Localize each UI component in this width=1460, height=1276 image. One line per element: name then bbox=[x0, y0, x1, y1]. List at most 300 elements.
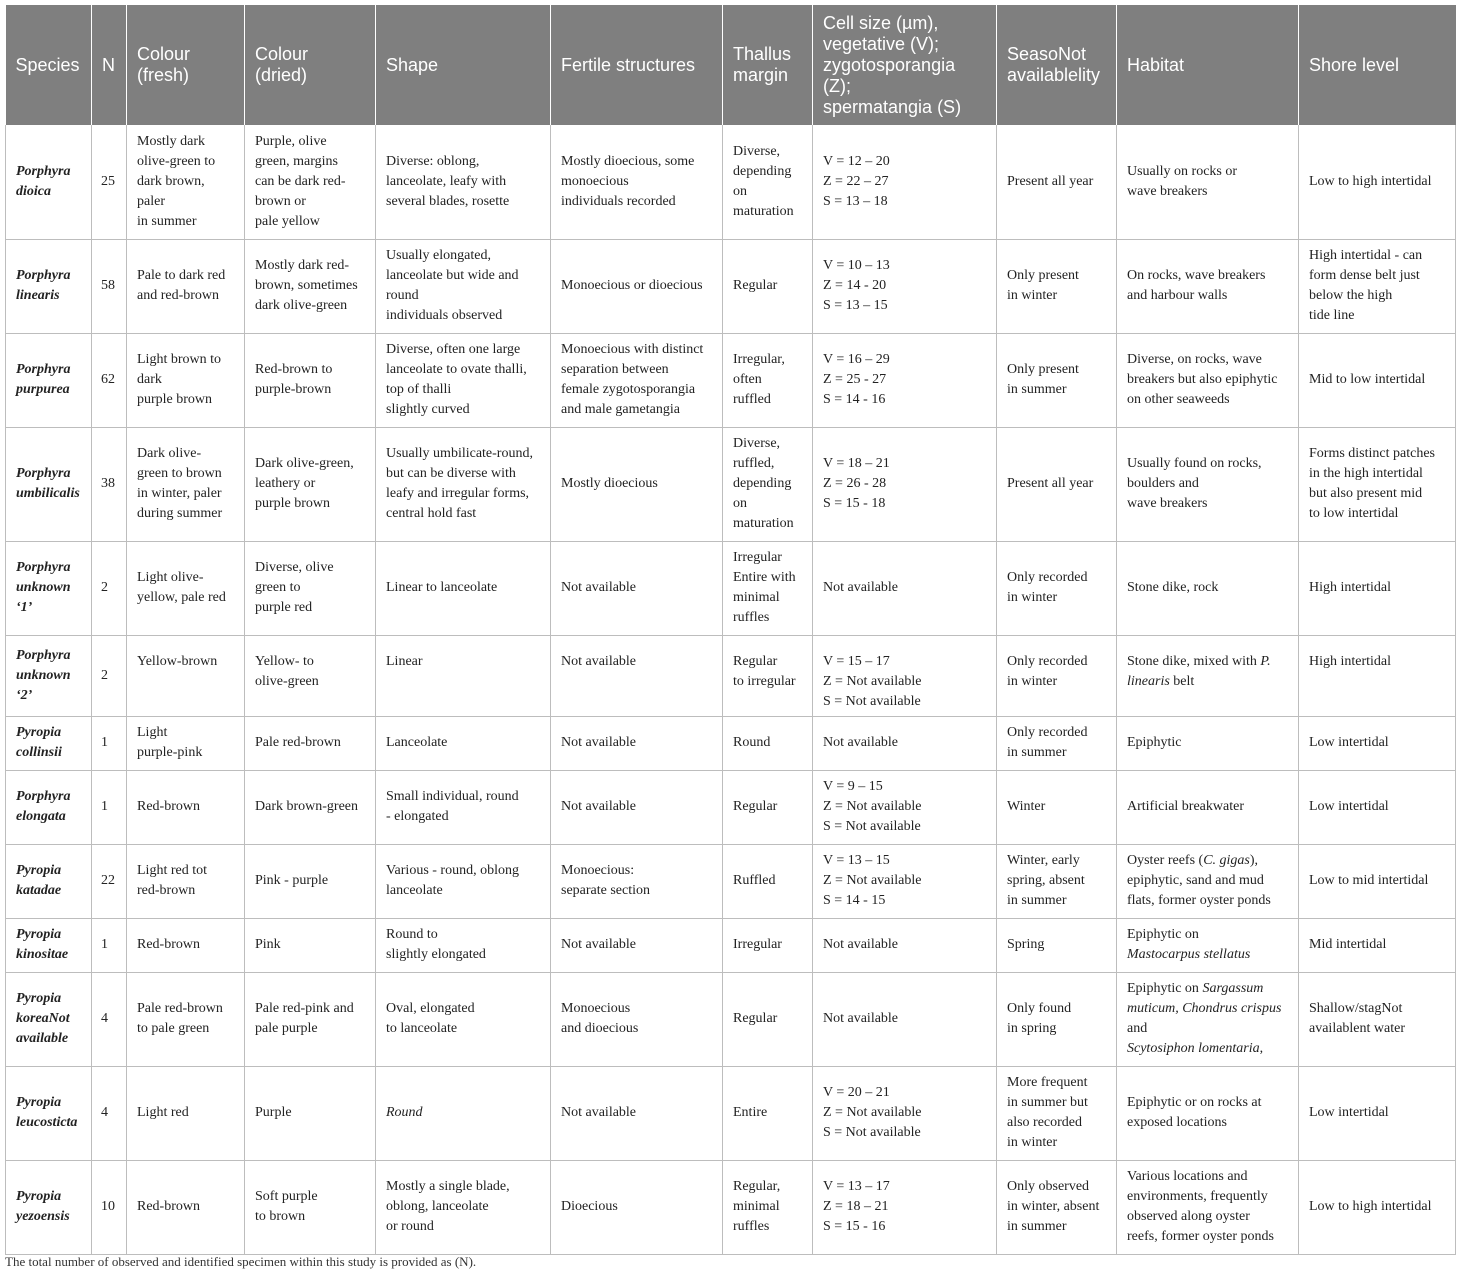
cell-line: Not available bbox=[823, 735, 899, 750]
cell-line: on bbox=[733, 496, 747, 511]
cell-line: yellow, pale red bbox=[137, 590, 226, 605]
cell-line: Round bbox=[386, 1105, 423, 1120]
cell-line: Usually elongated, bbox=[386, 248, 491, 263]
table-row bbox=[6, 125, 1456, 239]
habitat-cell bbox=[1117, 716, 1299, 770]
text-segment: and bbox=[1127, 1021, 1148, 1036]
cell-line: Z = 26 - 28 bbox=[823, 476, 887, 491]
cell-line: maturation bbox=[733, 516, 794, 531]
text-segment: Stone dike, mixed with bbox=[1127, 653, 1261, 669]
text-segment: Usually on rocks or bbox=[1127, 163, 1238, 179]
header-line: availablelity bbox=[1007, 65, 1101, 85]
cell-line: Light red tot bbox=[137, 863, 207, 878]
cell-line: ruffles bbox=[733, 1219, 770, 1234]
cell-line bbox=[1127, 266, 1290, 286]
cell-line bbox=[1127, 1207, 1290, 1227]
habitat-cell bbox=[1117, 125, 1299, 239]
cell-line: also recorded bbox=[1007, 1115, 1083, 1130]
cell-line: Dark olive-green, bbox=[255, 456, 354, 471]
cell-line bbox=[1127, 390, 1290, 410]
cell-line: in winter bbox=[1007, 590, 1058, 605]
cell-line: Ruffled bbox=[733, 873, 776, 888]
header-line: Species bbox=[15, 54, 80, 75]
cell-line bbox=[1127, 797, 1290, 817]
cell-line: Various - round, oblong bbox=[386, 863, 519, 878]
cell-line bbox=[1127, 1113, 1290, 1133]
cell-line: S = Not available bbox=[823, 1125, 921, 1140]
column-header-habitat bbox=[1117, 5, 1299, 125]
cell-line: Monoecious or dioecious bbox=[561, 278, 703, 293]
cell-line: Purple, olive bbox=[255, 133, 327, 149]
table-container bbox=[5, 5, 1455, 1255]
cell-line: separation between bbox=[561, 362, 669, 377]
habitat-cell bbox=[1117, 844, 1299, 918]
cell-line: Only observed bbox=[1007, 1179, 1090, 1194]
cell-line: to irregular bbox=[733, 673, 796, 689]
fertile-structures-cell bbox=[551, 635, 723, 716]
table-row bbox=[6, 716, 1456, 770]
species-cell bbox=[6, 333, 92, 427]
cell-line: in winter bbox=[1007, 288, 1058, 303]
cell-line bbox=[1127, 851, 1290, 871]
cell-line: Low intertidal bbox=[1309, 1105, 1389, 1120]
colour-dried-cell bbox=[245, 239, 376, 333]
cell-line: Round bbox=[733, 735, 771, 750]
cell-line: depending bbox=[733, 476, 792, 491]
cell-line: Red-brown bbox=[137, 937, 200, 952]
shape-cell bbox=[376, 333, 551, 427]
count-cell: 62 bbox=[92, 333, 127, 427]
shore-level-cell bbox=[1299, 125, 1456, 239]
cell-line bbox=[1127, 1039, 1290, 1059]
cell-line: V = 15 – 17 bbox=[823, 653, 890, 669]
text-segment: breakers but also epiphytic bbox=[1127, 372, 1278, 387]
count-cell: 1 bbox=[92, 716, 127, 770]
cell-line: Winter, early bbox=[1007, 853, 1080, 868]
colour-fresh-cell bbox=[127, 635, 245, 716]
cell-line: Not available bbox=[823, 580, 899, 595]
cell-line: Lanceolate bbox=[386, 735, 448, 750]
colour-dried-cell bbox=[245, 918, 376, 972]
cell-line: Spring bbox=[1007, 937, 1045, 952]
count-cell: 4 bbox=[92, 972, 127, 1066]
cell-line: V = 16 – 29 bbox=[823, 352, 890, 367]
text-segment: wave breakers bbox=[1127, 183, 1208, 199]
cell-line: unknown bbox=[16, 667, 71, 683]
thallus-margin-cell bbox=[723, 844, 813, 918]
table-footnote: The total number of observed and identified specimen within this study is provided as (N). bbox=[5, 1254, 477, 1269]
colour-fresh-cell bbox=[127, 770, 245, 844]
table-row bbox=[6, 635, 1456, 716]
season-cell bbox=[997, 427, 1117, 541]
cell-size-cell bbox=[813, 635, 997, 716]
fertile-structures-cell bbox=[551, 1160, 723, 1254]
cell-size-cell bbox=[813, 972, 997, 1066]
text-segment: Stone dike, rock bbox=[1127, 580, 1219, 595]
cell-size-cell bbox=[813, 1066, 997, 1160]
cell-line: in summer bbox=[1007, 382, 1067, 397]
column-header-colour-fresh bbox=[127, 5, 245, 125]
cell-line: green, margins bbox=[255, 153, 338, 169]
text-segment: epiphytic, sand and mud bbox=[1127, 873, 1264, 888]
shore-level-cell bbox=[1299, 1066, 1456, 1160]
cell-line: Pale red-pink and bbox=[255, 1001, 354, 1016]
header-line: Habitat bbox=[1127, 54, 1185, 75]
cell-line: Porphyra bbox=[16, 647, 71, 663]
cell-line: High intertidal bbox=[1309, 580, 1392, 595]
cell-line: Pyropia bbox=[16, 991, 62, 1006]
cell-line: availablent water bbox=[1309, 1021, 1406, 1036]
cell-line: ruffled, bbox=[733, 456, 775, 471]
cell-line: on bbox=[733, 183, 747, 199]
cell-line: V = 13 – 17 bbox=[823, 1179, 890, 1194]
cell-line: Pink - purple bbox=[255, 873, 329, 888]
header-line: vegetative (V); bbox=[823, 33, 940, 54]
cell-line bbox=[1127, 286, 1290, 306]
cell-line bbox=[1127, 925, 1290, 945]
colour-fresh-cell bbox=[127, 716, 245, 770]
cell-line: Z = 18 – 21 bbox=[823, 1199, 889, 1214]
cell-line: S = 15 - 18 bbox=[823, 496, 886, 511]
cell-line: S = 14 - 16 bbox=[823, 392, 886, 407]
cell-line: slightly elongated bbox=[386, 947, 486, 962]
habitat-cell bbox=[1117, 972, 1299, 1066]
table-body bbox=[6, 125, 1456, 1254]
cell-line: Regular bbox=[733, 278, 778, 293]
cell-line: green to bbox=[255, 580, 301, 595]
cell-line: slightly curved bbox=[386, 402, 470, 417]
cell-line: Not available bbox=[561, 799, 637, 814]
fertile-structures-cell bbox=[551, 716, 723, 770]
cell-line: Mostly dark bbox=[137, 133, 206, 149]
column-header-season-availability bbox=[997, 5, 1117, 125]
cell-line: ruffled bbox=[733, 392, 771, 407]
cell-line: lanceolate to ovate thalli, bbox=[386, 362, 527, 377]
shore-level-cell bbox=[1299, 427, 1456, 541]
cell-line: in winter bbox=[1007, 1135, 1058, 1150]
cell-line: Mid intertidal bbox=[1309, 937, 1387, 952]
shore-level-cell bbox=[1299, 844, 1456, 918]
cell-line: Not available bbox=[561, 653, 637, 669]
cell-line: yezoensis bbox=[16, 1209, 70, 1224]
cell-line: lanceolate bbox=[386, 883, 443, 898]
column-header-species bbox=[6, 5, 92, 125]
species-cell bbox=[6, 716, 92, 770]
cell-line: Dark olive- bbox=[137, 446, 202, 461]
text-segment: belt bbox=[1169, 673, 1195, 689]
cell-line: Z = 25 - 27 bbox=[823, 372, 887, 387]
table-row bbox=[6, 239, 1456, 333]
header-line: Fertile structures bbox=[561, 54, 696, 75]
cell-line: paler bbox=[137, 193, 165, 209]
cell-line: Regular, bbox=[733, 1179, 781, 1194]
text-segment: observed along oyster bbox=[1127, 1209, 1250, 1224]
cell-line: leafy and irregular forms, bbox=[386, 486, 530, 501]
fertile-structures-cell bbox=[551, 541, 723, 635]
cell-line: Z = Not available bbox=[823, 799, 922, 814]
italic-text: Mastocarpus stellatus bbox=[1127, 947, 1251, 962]
cell-line bbox=[1127, 182, 1290, 202]
cell-line: monoecious bbox=[561, 173, 629, 189]
cell-line: Mid to low intertidal bbox=[1309, 372, 1426, 387]
cell-line: Shallow/stagNot bbox=[1309, 1001, 1403, 1016]
cell-line: Z = Not available bbox=[823, 873, 922, 888]
shape-cell bbox=[376, 844, 551, 918]
table-row bbox=[6, 972, 1456, 1066]
cell-line bbox=[1127, 652, 1290, 672]
cell-line: Regular bbox=[733, 1011, 778, 1026]
cell-size-cell bbox=[813, 427, 997, 541]
text-segment: on other seaweeds bbox=[1127, 392, 1230, 407]
cell-line: Monoecious bbox=[561, 1001, 631, 1016]
text-segment: exposed locations bbox=[1127, 1115, 1227, 1130]
cell-line: unknown bbox=[16, 580, 71, 595]
cell-line: Linear to lanceolate bbox=[386, 580, 498, 595]
cell-line: Only recorded bbox=[1007, 653, 1088, 669]
cell-line: in winter bbox=[1007, 673, 1058, 689]
cell-line bbox=[1127, 1187, 1290, 1207]
colour-dried-cell bbox=[245, 333, 376, 427]
cell-line: S = Not available bbox=[823, 819, 921, 834]
cell-size-cell bbox=[813, 918, 997, 972]
cell-line: purple red bbox=[255, 600, 313, 615]
cell-line: leucosticta bbox=[16, 1115, 78, 1130]
shape-cell bbox=[376, 427, 551, 541]
cell-line: dark brown, bbox=[137, 173, 205, 189]
cell-line: kinositae bbox=[16, 947, 69, 962]
cell-line: Red-brown bbox=[137, 799, 200, 814]
cell-line: central hold fast bbox=[386, 506, 477, 521]
text-segment: wave breakers bbox=[1127, 496, 1208, 511]
cell-line: Light red bbox=[137, 1105, 189, 1120]
text-segment: Epiphytic or on rocks at bbox=[1127, 1095, 1262, 1110]
column-header-colour-dried bbox=[245, 5, 376, 125]
cell-line: dark bbox=[137, 372, 162, 387]
cell-line: Entire with bbox=[733, 570, 796, 585]
species-cell bbox=[6, 972, 92, 1066]
count-cell: 2 bbox=[92, 541, 127, 635]
column-header-shore-level bbox=[1299, 5, 1456, 125]
thallus-margin-cell bbox=[723, 972, 813, 1066]
cell-line: Only present bbox=[1007, 268, 1079, 283]
text-segment: Oyster reefs ( bbox=[1127, 853, 1204, 868]
text-segment: On rocks, wave breakers bbox=[1127, 268, 1266, 283]
header-line: Colour bbox=[255, 44, 309, 64]
colour-fresh-cell bbox=[127, 333, 245, 427]
italic-text: C. gigas bbox=[1203, 853, 1250, 868]
cell-line: Forms distinct patches bbox=[1309, 446, 1435, 461]
cell-line: Porphyra bbox=[16, 268, 71, 283]
fertile-structures-cell bbox=[551, 239, 723, 333]
species-cell bbox=[6, 1160, 92, 1254]
cell-line: several blades, rosette bbox=[386, 193, 510, 209]
cell-line: S = Not available bbox=[823, 693, 921, 709]
cell-line: Mostly dioecious bbox=[561, 476, 658, 491]
shore-level-cell bbox=[1299, 333, 1456, 427]
cell-line: Irregular bbox=[733, 937, 782, 952]
cell-line: Diverse, olive bbox=[255, 560, 334, 575]
cell-line: koreaNot bbox=[16, 1011, 70, 1026]
cell-line: Pyropia bbox=[16, 863, 62, 878]
cell-line: in spring bbox=[1007, 1021, 1057, 1036]
colour-dried-cell bbox=[245, 541, 376, 635]
colour-dried-cell bbox=[245, 635, 376, 716]
cell-line bbox=[1127, 1093, 1290, 1113]
table-row bbox=[6, 1160, 1456, 1254]
header-line: Colour bbox=[137, 44, 191, 64]
column-header-cell-size bbox=[813, 5, 997, 125]
cell-line: in summer bbox=[1007, 745, 1067, 760]
cell-line: during summer bbox=[137, 506, 223, 521]
cell-line: purple brown bbox=[137, 392, 213, 407]
fertile-structures-cell bbox=[551, 770, 723, 844]
cell-size-cell bbox=[813, 1160, 997, 1254]
cell-line: brown or bbox=[255, 193, 306, 209]
fertile-structures-cell bbox=[551, 333, 723, 427]
header-line: (Z); bbox=[823, 75, 851, 96]
cell-line: Not available bbox=[823, 1011, 899, 1026]
header-line: Shape bbox=[386, 54, 439, 75]
table-row bbox=[6, 770, 1456, 844]
habitat-cell bbox=[1117, 1066, 1299, 1160]
cell-line: V = 12 – 20 bbox=[823, 153, 890, 169]
cell-line bbox=[1127, 999, 1290, 1019]
cell-line: olive-green bbox=[255, 673, 319, 689]
cell-line: Present all year bbox=[1007, 476, 1094, 491]
cell-line: Diverse, often one large bbox=[386, 342, 521, 357]
cell-line: Not available bbox=[561, 937, 637, 952]
cell-line bbox=[1127, 454, 1290, 474]
cell-line: green to brown bbox=[137, 466, 222, 481]
cell-line: ‘2’ bbox=[16, 687, 33, 703]
cell-line bbox=[1127, 578, 1290, 598]
italic-text: P. bbox=[1260, 653, 1271, 669]
cell-line: in the high intertidal bbox=[1309, 466, 1423, 481]
count-cell: 2 bbox=[92, 635, 127, 716]
season-cell bbox=[997, 635, 1117, 716]
cell-line: Low to high intertidal bbox=[1309, 173, 1432, 189]
text-segment: Epiphytic on bbox=[1127, 927, 1199, 942]
cell-line: Light bbox=[137, 725, 168, 740]
colour-fresh-cell bbox=[127, 541, 245, 635]
text-segment: environments, frequently bbox=[1127, 1189, 1268, 1204]
cell-line: Z = Not available bbox=[823, 673, 922, 689]
cell-line: below the high bbox=[1309, 288, 1393, 303]
season-cell bbox=[997, 972, 1117, 1066]
cell-line: minimal bbox=[733, 590, 780, 605]
cell-line: Yellow-brown bbox=[137, 653, 218, 669]
table-row bbox=[6, 333, 1456, 427]
header-line: N bbox=[102, 54, 115, 75]
cell-line: V = 18 – 21 bbox=[823, 456, 890, 471]
cell-line: form dense belt just bbox=[1309, 268, 1420, 283]
cell-line: V = 9 – 15 bbox=[823, 779, 883, 794]
season-cell bbox=[997, 239, 1117, 333]
cell-line: Regular bbox=[733, 799, 778, 814]
cell-line: Diverse: oblong, bbox=[386, 153, 480, 169]
text-segment: Usually found on rocks, bbox=[1127, 456, 1262, 471]
header-line: spermatangia (S) bbox=[823, 96, 962, 117]
colour-dried-cell bbox=[245, 972, 376, 1066]
shape-cell bbox=[376, 972, 551, 1066]
cell-line: Porphyra bbox=[16, 560, 71, 575]
text-segment: reefs, former oyster ponds bbox=[1127, 1229, 1274, 1244]
count-cell: 58 bbox=[92, 239, 127, 333]
text-segment: and harbour walls bbox=[1127, 288, 1228, 303]
cell-line bbox=[1127, 1227, 1290, 1247]
table-header-row bbox=[6, 5, 1456, 125]
cell-line: Low to mid intertidal bbox=[1309, 873, 1429, 888]
cell-line bbox=[1127, 733, 1290, 753]
species-cell bbox=[6, 635, 92, 716]
cell-line: Not available bbox=[823, 937, 899, 952]
header-line: Thallus bbox=[733, 44, 792, 64]
colour-dried-cell bbox=[245, 716, 376, 770]
header-line: Cell size (µm), bbox=[823, 12, 939, 33]
season-cell bbox=[997, 770, 1117, 844]
cell-line: ruffles bbox=[733, 610, 770, 625]
habitat-cell bbox=[1117, 239, 1299, 333]
shape-cell bbox=[376, 635, 551, 716]
column-header-thallus-margin bbox=[723, 5, 813, 125]
cell-line: Diverse, bbox=[733, 436, 781, 451]
cell-line: Porphyra bbox=[16, 163, 71, 179]
table-row bbox=[6, 918, 1456, 972]
cell-line: in winter, paler bbox=[137, 486, 222, 501]
count-cell: 38 bbox=[92, 427, 127, 541]
cell-line: Not available bbox=[561, 1105, 637, 1120]
cell-line bbox=[1127, 494, 1290, 514]
shore-level-cell bbox=[1299, 918, 1456, 972]
cell-line: maturation bbox=[733, 203, 794, 219]
habitat-cell bbox=[1117, 541, 1299, 635]
colour-fresh-cell bbox=[127, 972, 245, 1066]
habitat-cell bbox=[1117, 918, 1299, 972]
species-cell bbox=[6, 125, 92, 239]
thallus-margin-cell bbox=[723, 125, 813, 239]
italic-text: Scytosiphon lomentaria bbox=[1127, 1041, 1260, 1056]
shore-level-cell bbox=[1299, 1160, 1456, 1254]
cell-line: Z = 14 - 20 bbox=[823, 278, 887, 293]
cell-line bbox=[1127, 871, 1290, 891]
cell-line: in winter, absent bbox=[1007, 1199, 1100, 1214]
colour-fresh-cell bbox=[127, 1066, 245, 1160]
count-cell: 4 bbox=[92, 1066, 127, 1160]
cell-line: Porphyra bbox=[16, 466, 71, 481]
colour-dried-cell bbox=[245, 1066, 376, 1160]
cell-size-cell bbox=[813, 125, 997, 239]
thallus-margin-cell bbox=[723, 1066, 813, 1160]
fertile-structures-cell bbox=[551, 125, 723, 239]
thallus-margin-cell bbox=[723, 716, 813, 770]
thallus-margin-cell bbox=[723, 333, 813, 427]
cell-line: V = 13 – 15 bbox=[823, 853, 890, 868]
italic-text: Sargassum bbox=[1202, 981, 1264, 996]
species-cell bbox=[6, 1066, 92, 1160]
colour-dried-cell bbox=[245, 125, 376, 239]
shore-level-cell bbox=[1299, 972, 1456, 1066]
fertile-structures-cell bbox=[551, 844, 723, 918]
cell-line: High intertidal bbox=[1309, 653, 1392, 669]
species-table bbox=[5, 5, 1456, 1255]
season-cell bbox=[997, 844, 1117, 918]
colour-fresh-cell bbox=[127, 1160, 245, 1254]
cell-line: Z = Not available bbox=[823, 1105, 922, 1120]
italic-text: muticum, Chondrus crispus bbox=[1127, 1001, 1282, 1016]
text-segment: Diverse, on rocks, wave bbox=[1127, 352, 1262, 367]
colour-dried-cell bbox=[245, 427, 376, 541]
text-segment: Epiphytic bbox=[1127, 735, 1182, 750]
